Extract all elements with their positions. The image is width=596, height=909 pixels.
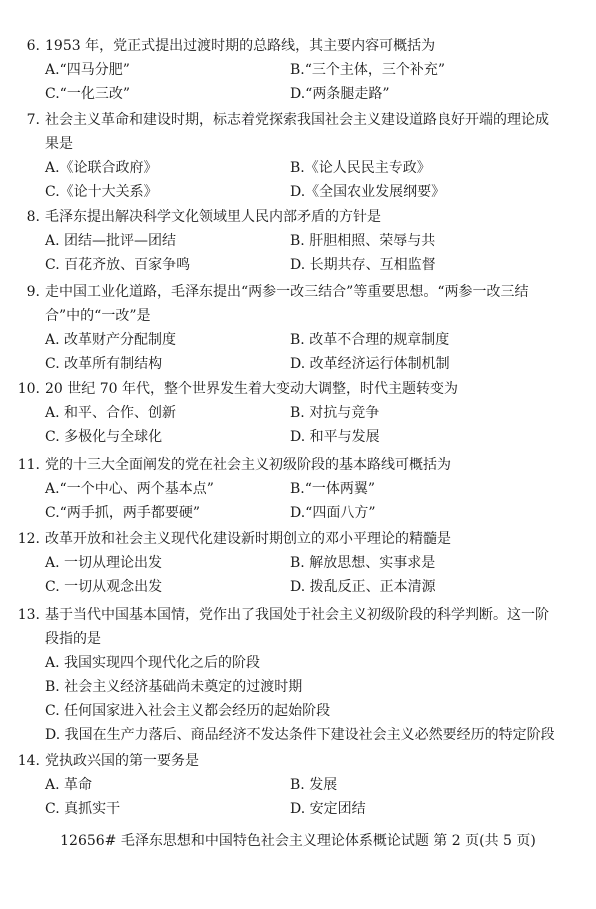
- option-a: A.“四马分肥”: [45, 62, 130, 78]
- option-c: C. 一切从观念出发: [45, 579, 163, 595]
- question-stem: 1953 年，党正式提出过渡时期的总路线，其主要内容可概括为: [45, 38, 436, 54]
- option-d: D. 长期共存、互相监督: [290, 257, 436, 273]
- question-number: 13.: [17, 607, 40, 623]
- option-d: D. 拨乱反正、正本清源: [290, 579, 436, 595]
- question-7: [14, 108, 586, 204]
- question-stem-continued: 合”中的“一改”是: [45, 308, 151, 324]
- option-a: A. 我国实现四个现代化之后的阶段: [45, 655, 261, 671]
- option-c: C. 改革所有制结构: [45, 356, 163, 372]
- question-number: 7.: [26, 112, 40, 128]
- question-number: 6.: [26, 38, 40, 54]
- option-b: B. 发展: [290, 777, 338, 793]
- question-number: 8.: [26, 209, 40, 225]
- option-c: C.“两手抓，两手都要硬”: [45, 505, 200, 521]
- option-c: C. 真抓实干: [45, 801, 121, 817]
- option-c: C.《论十大关系》: [45, 184, 158, 200]
- question-number: 11.: [17, 457, 40, 473]
- option-b: B. 肝胆相照、荣辱与共: [290, 233, 436, 249]
- option-d: D. 我国在生产力落后、商品经济不发达条件下建设社会主义必然要经历的特定阶段: [45, 727, 555, 743]
- option-a: A. 革命: [45, 777, 93, 793]
- question-number: 14.: [17, 753, 40, 769]
- option-b: B.《论人民民主专政》: [290, 160, 431, 176]
- question-stem: 党的十三大全面阐发的党在社会主义初级阶段的基本路线可概括为: [45, 457, 451, 473]
- question-stem: 党执政兴国的第一要务是: [45, 753, 199, 769]
- option-a: A. 团结—批评—团结: [45, 233, 177, 249]
- question-stem-continued: 段指的是: [45, 631, 101, 647]
- option-c: C.“一化三改”: [45, 86, 130, 102]
- option-b: B.“一体两翼”: [290, 481, 376, 497]
- question-9: [14, 280, 586, 376]
- question-stem: 改革开放和社会主义现代化建设新时期创立的邓小平理论的精髓是: [45, 531, 451, 547]
- option-d: D. 安定团结: [290, 801, 366, 817]
- option-b: B. 社会主义经济基础尚未奠定的过渡时期: [45, 679, 303, 695]
- question-11: [14, 453, 586, 525]
- option-c: C. 多极化与全球化: [45, 429, 163, 445]
- question-8: [14, 205, 586, 277]
- option-d: D.“两条腿走路”: [290, 86, 390, 102]
- question-stem: 20 世纪 70 年代，整个世界发生着大变动大调整，时代主题转变为: [45, 381, 458, 397]
- option-b: B. 改革不合理的规章制度: [290, 332, 450, 348]
- option-b: B. 对抗与竞争: [290, 405, 380, 421]
- option-a: A.《论联合政府》: [45, 160, 158, 176]
- question-number: 10.: [17, 381, 40, 397]
- page-footer: 12656# 毛泽东思想和中国特色社会主义理论体系概论试题 第 2 页(共 5 页): [60, 833, 536, 849]
- question-12: [14, 527, 586, 599]
- option-d: D.《全国农业发展纲要》: [290, 184, 446, 200]
- question-14: [14, 749, 586, 821]
- option-a: A.“一个中心、两个基本点”: [45, 481, 214, 497]
- option-c: C. 百花齐放、百家争鸣: [45, 257, 191, 273]
- question-6: [14, 34, 586, 106]
- question-10: [14, 377, 586, 449]
- option-d: D.“四面八方”: [290, 505, 376, 521]
- question-stem: 毛泽东提出解决科学文化领域里人民内部矛盾的方针是: [45, 209, 381, 225]
- option-d: D. 改革经济运行体制机制: [290, 356, 450, 372]
- option-d: D. 和平与发展: [290, 429, 380, 445]
- option-b: B. 解放思想、实事求是: [290, 555, 436, 571]
- question-stem-continued: 果是: [45, 136, 73, 152]
- question-number: 9.: [26, 284, 40, 300]
- question-stem: 基于当代中国基本国情，党作出了我国处于社会主义初级阶段的科学判断。这一阶: [45, 607, 549, 623]
- question-13: [14, 603, 586, 747]
- question-stem: 社会主义革命和建设时期，标志着党探索我国社会主义建设道路良好开端的理论成: [45, 112, 549, 128]
- question-stem: 走中国工业化道路，毛泽东提出“两参一改三结合”等重要思想。“两参一改三结: [45, 284, 529, 300]
- option-b: B.“三个主体，三个补充”: [290, 62, 446, 78]
- option-c: C. 任何国家进入社会主义都会经历的起始阶段: [45, 703, 331, 719]
- question-number: 12.: [17, 531, 40, 547]
- option-a: A. 和平、合作、创新: [45, 405, 177, 421]
- option-a: A. 改革财产分配制度: [45, 332, 177, 348]
- option-a: A. 一切从理论出发: [45, 555, 163, 571]
